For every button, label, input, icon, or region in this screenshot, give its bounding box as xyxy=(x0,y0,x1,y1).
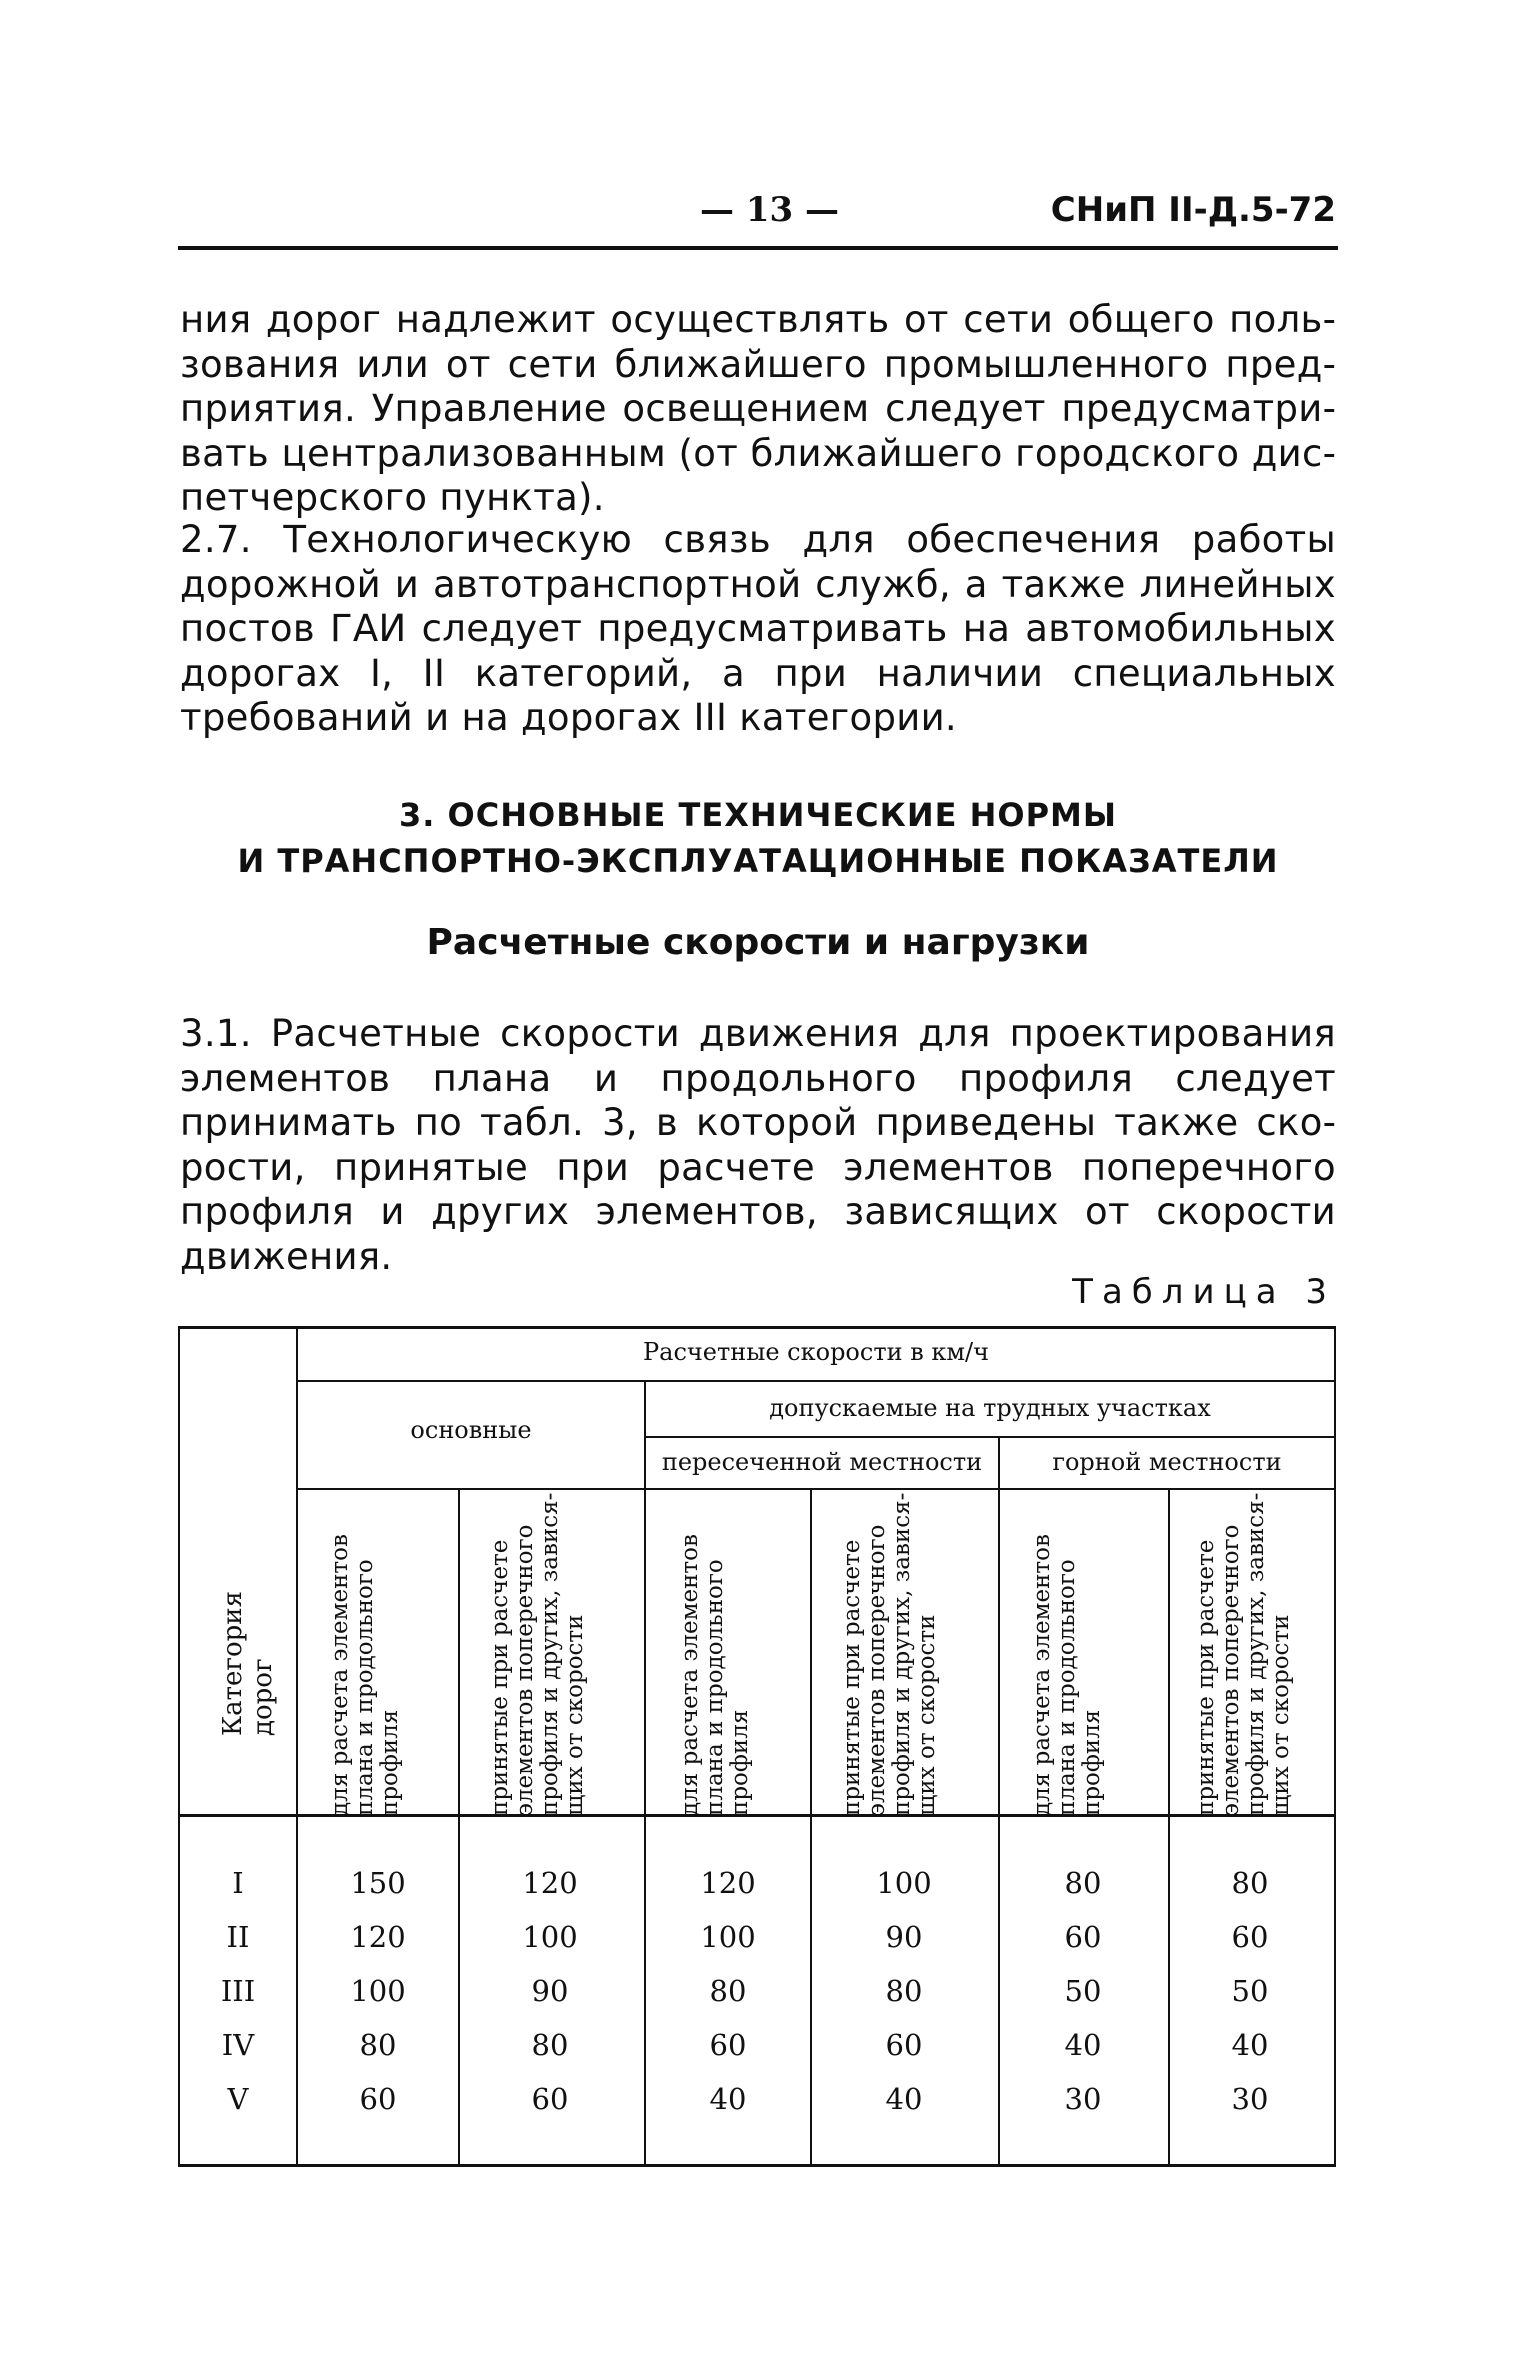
col-divider-4 xyxy=(998,1436,1000,2166)
table-right-border xyxy=(1334,1326,1336,2166)
paragraph-3-1: 3.1. Расчетные скорости движения для проектирования элементов плана и продольного профиля следует принимать по табл. 3, в которой приведены также скорости, принятые при расчете элементов поперечного профиля и других элементов, зависящих от скорости движения. xyxy=(180,1012,1336,1278)
value-cell: 50 xyxy=(1064,1974,1102,2008)
subgroup-rugged: пересеченной местности xyxy=(661,1448,983,1476)
category-cell: V xyxy=(227,2082,249,2116)
category-cell: I xyxy=(232,1866,244,1900)
table-top-rule xyxy=(178,1326,1336,1329)
table-bottom-rule xyxy=(178,2164,1336,2167)
section-title-line2: И ТРАНСПОРТНО-ЭКСПЛУАТАЦИОННЫЕ ПОКАЗАТЕЛИ xyxy=(237,842,1279,880)
value-cell: 100 xyxy=(522,1920,578,1954)
value-cell: 150 xyxy=(350,1866,406,1900)
table-label: Таблица 3 xyxy=(1072,1272,1336,1312)
value-cell: 100 xyxy=(350,1974,406,2008)
page-number: — 13 — xyxy=(700,190,839,230)
value-cell: 80 xyxy=(1064,1866,1102,1900)
header-main-cross: принятые при расчете элементов поперечного профиля и других, зависящих от скорости xyxy=(487,1492,588,1816)
value-cell: 30 xyxy=(1064,2082,1102,2116)
value-cell: 60 xyxy=(359,2082,397,2116)
value-cell: 80 xyxy=(1231,1866,1269,1900)
group-main: основные xyxy=(410,1416,532,1444)
col-divider-5 xyxy=(1168,1488,1170,2166)
col-divider-2 xyxy=(644,1380,646,2166)
col-divider-1 xyxy=(458,1488,460,2166)
value-cell: 90 xyxy=(531,1974,569,2008)
value-cell: 60 xyxy=(531,2082,569,2116)
header-mountain-cross: принятые при расчете элементов поперечного профиля и других, зависящих от скорости xyxy=(1193,1492,1294,1816)
value-cell: 80 xyxy=(709,1974,747,2008)
group-allowed: допускаемые на трудных участках xyxy=(769,1394,1211,1422)
value-cell: 60 xyxy=(885,2028,923,2062)
category-cell: II xyxy=(226,1920,250,1954)
header-rule xyxy=(178,246,1338,250)
header-category: Категория дорог xyxy=(218,1590,278,1736)
header-rugged-cross: принятые при расчете элементов поперечного профиля и других, зависящих от скорости xyxy=(839,1492,940,1816)
category-cell: III xyxy=(220,1974,256,2008)
rule-under-subgroups xyxy=(298,1488,1336,1490)
subgroup-mountain: горной местности xyxy=(1052,1448,1282,1476)
header-top: Расчетные скорости в км/ч xyxy=(643,1338,989,1366)
value-cell: 50 xyxy=(1231,1974,1269,2008)
value-cell: 120 xyxy=(700,1866,756,1900)
header-mountain-plan: для расчета элементов плана и продольного профиля xyxy=(1029,1534,1105,1816)
value-cell: 40 xyxy=(1064,2028,1102,2062)
paragraph-lighting: ния дорог надлежит осуществлять от сети общего пользования или от сети ближайшего промышленного предприятия. Управление освещением следует предусматривать централизованным (от ближайшего городского диспетчерского пункта). xyxy=(180,298,1336,519)
value-cell: 40 xyxy=(709,2082,747,2116)
value-cell: 60 xyxy=(709,2028,747,2062)
table-left-border xyxy=(178,1326,180,2166)
value-cell: 90 xyxy=(885,1920,923,1954)
value-cell: 40 xyxy=(1231,2028,1269,2062)
page-header xyxy=(180,190,1336,240)
value-cell: 100 xyxy=(876,1866,932,1900)
value-cell: 120 xyxy=(350,1920,406,1954)
header-rugged-plan: для расчета элементов плана и продольного профиля xyxy=(677,1534,753,1816)
value-cell: 40 xyxy=(885,2082,923,2116)
col-divider-3 xyxy=(810,1488,812,2166)
category-cell: IV xyxy=(221,2028,255,2062)
value-cell: 60 xyxy=(1064,1920,1102,1954)
paragraph-2-7: 2.7. Технологическую связь для обеспечения работы дорожной и автотранспортной служб, а также линейных постов ГАИ следует предусматривать на автомобильных дорогах I, II категорий, а при наличии специальных требований и на дорогах III категории. xyxy=(180,518,1336,739)
rule-under-top-header xyxy=(298,1380,1336,1382)
value-cell: 80 xyxy=(531,2028,569,2062)
value-cell: 30 xyxy=(1231,2082,1269,2116)
value-cell: 80 xyxy=(359,2028,397,2062)
document-code: СНиП II-Д.5-72 xyxy=(1050,190,1336,230)
value-cell: 100 xyxy=(700,1920,756,1954)
header-main-plan: для расчета элементов плана и продольного профиля xyxy=(327,1534,403,1816)
subsection-title: Расчетные скорости и нагрузки xyxy=(426,922,1090,963)
value-cell: 80 xyxy=(885,1974,923,2008)
value-cell: 120 xyxy=(522,1866,578,1900)
rule-under-allowed xyxy=(646,1436,1336,1438)
speed-table xyxy=(178,1326,1336,2168)
value-cell: 60 xyxy=(1231,1920,1269,1954)
col-divider-category xyxy=(296,1326,298,2166)
section-title-line1: 3. ОСНОВНЫЕ ТЕХНИЧЕСКИЕ НОРМЫ xyxy=(398,796,1118,834)
